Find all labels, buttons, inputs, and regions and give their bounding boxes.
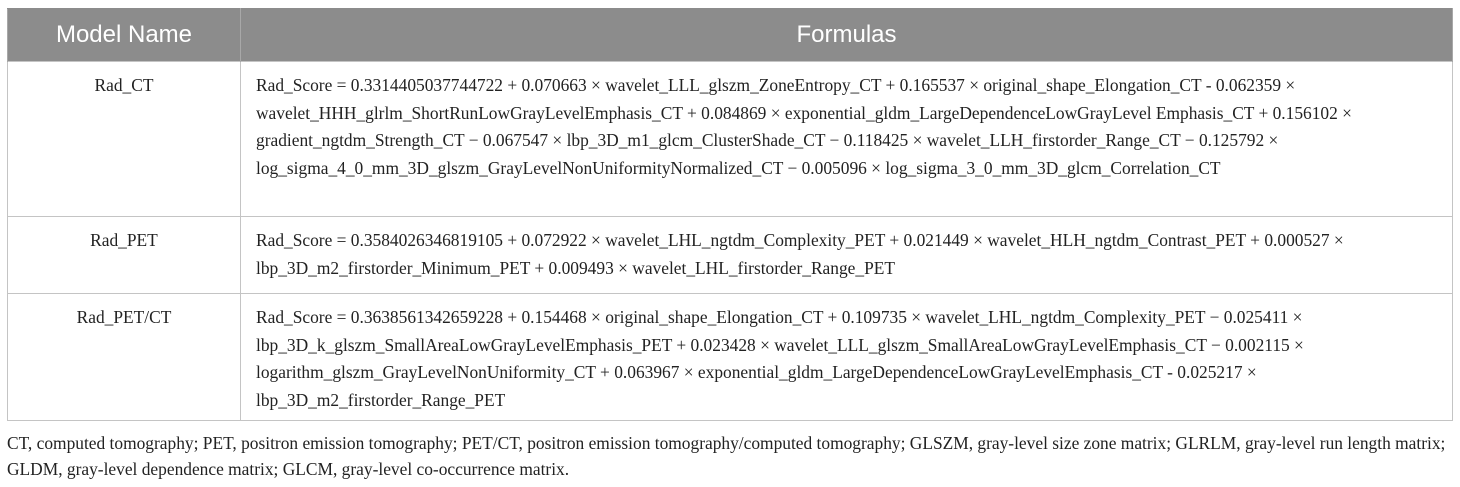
formulas-header: Formulas <box>241 9 1453 62</box>
table-row <box>8 294 1453 421</box>
table-row <box>8 217 1453 294</box>
model-name-cell: Rad_CT <box>8 62 241 217</box>
table-row <box>8 62 1453 217</box>
formula-cell: Rad_Score = 0.3638561342659228 + 0.154468 × original_shape_Elongation_CT + 0.109735 × wavelet_LHL_ngtdm_Complexity_PET − 0.025411 × lbp_3D_k_glszm_SmallAreaLowGrayLevelEmphasis_PET + 0.023428 × wavelet_LLL_glszm_SmallAreaLowGrayLevelEmphasis_CT − 0.002115 × logarithm_glszm_GrayLevelNonUniformity_CT + 0.063967 × exponential_gldm_LargeDependenceLowGrayLevelEmphasis_CT - 0.025217 × lbp_3D_m2_firstorder_Range_PET <box>241 294 1453 421</box>
formula-cell: Rad_Score = 0.3314405037744722 + 0.070663 × wavelet_LLL_glszm_ZoneEntropy_CT + 0.165537 × original_shape_Elongation_CT - 0.062359 × wavelet_HHH_glrlm_ShortRunLowGrayLevelEmphasis_CT + 0.084869 × exponential_gldm_LargeDependenceLowGrayLevel Emphasis_CT + 0.156102 × gradient_ngtdm_Strength_CT − 0.067547 × lbp_3D_m1_glcm_ClusterShade_CT − 0.118425 × wavelet_LLH_firstorder_Range_CT − 0.125792 × log_sigma_4_0_mm_3D_glszm_GrayLevelNonUniformityNormalized_CT − 0.005096 × log_sigma_3_0_mm_3D_glcm_Correlation_CT <box>241 62 1453 217</box>
model-name-cell: Rad_PET <box>8 217 241 294</box>
formula-table <box>7 8 1453 421</box>
table-footnote: CT, computed tomography; PET, positron emission tomography; PET/CT, positron emission tomography/computed tomography; GLSZM, gray-level size zone matrix; GLRLM, gray-level run length matrix; GLDM, gray-level dependence matrix; GLCM, gray-level co-occurrence matrix. <box>7 433 1446 479</box>
model-name-header: Model Name <box>8 9 241 62</box>
model-name-cell: Rad_PET/CT <box>8 294 241 421</box>
table-header-row <box>8 9 1453 62</box>
formula-cell: Rad_Score = 0.3584026346819105 + 0.072922 × wavelet_LHL_ngtdm_Complexity_PET + 0.021449 × wavelet_HLH_ngtdm_Contrast_PET + 0.000527 × lbp_3D_m2_firstorder_Minimum_PET + 0.009493 × wavelet_LHL_firstorder_Range_PET <box>241 217 1453 294</box>
